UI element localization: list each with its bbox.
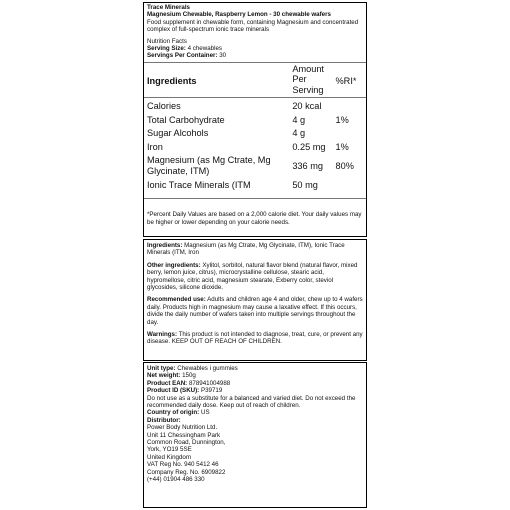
facts-row: Sugar Alcohols 4 g: [147, 128, 306, 139]
serving-size: Serving Size: 4 chewables: [147, 45, 222, 53]
distributor-label: Distributor:: [147, 416, 181, 424]
address-line: Power Body Nutrition Ltd.: [147, 424, 218, 432]
address-line: VAT Reg No. 940 5412 46: [147, 461, 219, 469]
facts-header-row: [147, 64, 363, 95]
brand-name: Trace Minerals: [147, 4, 190, 11]
header-ri: %RI*: [335, 75, 357, 86]
product-name: Magnesium Chewable, Raspberry Lemon - 30 chewable wafers: [147, 11, 331, 19]
facts-row: Ionic Trace Minerals (ITM 50 mg: [147, 179, 318, 190]
address-line: York, YO19 5SE: [147, 446, 192, 454]
facts-row: Total Carbohydrate 4 g 1%: [147, 114, 349, 125]
address-line: Unit 11 Chessingham Park: [147, 431, 221, 439]
details-panel: [143, 239, 367, 361]
address-line: (+44) 01904 486 330: [147, 476, 205, 484]
recommended-use-text: Recommended use: Adults and children age 4 and older, chew up to 4 wafers daily. Products high in magnesium may cause a laxative effect. If this occurs, divide the daily number of wafers taken into multiple servings throughout the day.: [147, 296, 363, 326]
warnings-text: Warnings: This product is not intended to diagnose, treat, cure, or prevent any disease. KEEP OUT OF REACH OF CHILDREN.: [147, 331, 363, 346]
header-ingredients: Ingredients: [147, 75, 197, 86]
product-sku: Product ID (SKU): P39719: [147, 387, 223, 395]
address-line: United Kingdom: [147, 453, 192, 461]
product-description: Food supplement in chewable form, containing Magnesium and concentrated complex of full-spectrum ionic trace minerals: [147, 18, 359, 34]
other-ingredients-text: Other ingredients: Xylitol, sorbitol, natural flavor blend (natural flavor, mixed berry, lemon juice, citrus), microcrystalline cellulose, stearic acid, hypromellose, citric acid, magnesium stearate, Exberry color, steviol glycosides, silicone dioxide.: [147, 261, 358, 292]
ingredients-text: Ingredients: Magnesium (as Mg Ctrate, Mg Glycinate, ITM), Ionic Trace Minerals (ITM, Iron: [147, 242, 345, 257]
country-of-origin: Country of origin: US: [147, 409, 210, 417]
address-line: Common Road, Dunnington,: [147, 439, 226, 447]
nutrition-panel: [143, 2, 367, 237]
nutrition-facts-title: Nutrition Facts: [147, 37, 187, 45]
info-panel: [143, 362, 367, 508]
servings-per-container: Servings Per Container: 30: [147, 52, 227, 60]
header-amount: Amount Per Serving: [292, 63, 324, 95]
facts-row: Iron 0.25 mg 1%: [147, 141, 349, 152]
address-line: Company Reg. No. 6909822: [147, 468, 226, 476]
net-weight: Net weight: 150g: [147, 372, 196, 380]
facts-footnote: *Percent Daily Values are based on a 2,000 calorie diet. Your daily values may be higher or lower depending on your calorie needs.: [147, 211, 362, 226]
product-ean: Product EAN: 878941004988: [147, 379, 231, 387]
facts-row: Calories 20 kcal: [147, 101, 322, 112]
distributor-address: [147, 424, 363, 483]
facts-row: Magnesium (as Mg Ctrate, Mg Glycinate, ITM) 336 mg 80%: [147, 155, 354, 177]
usage-note: Do not use as a substitute for a balanced and varied diet. Do not exceed the recommended daily dose. Keep out of reach of children.: [147, 394, 356, 410]
unit-type: Unit type: Chewables i gummies: [147, 365, 238, 372]
